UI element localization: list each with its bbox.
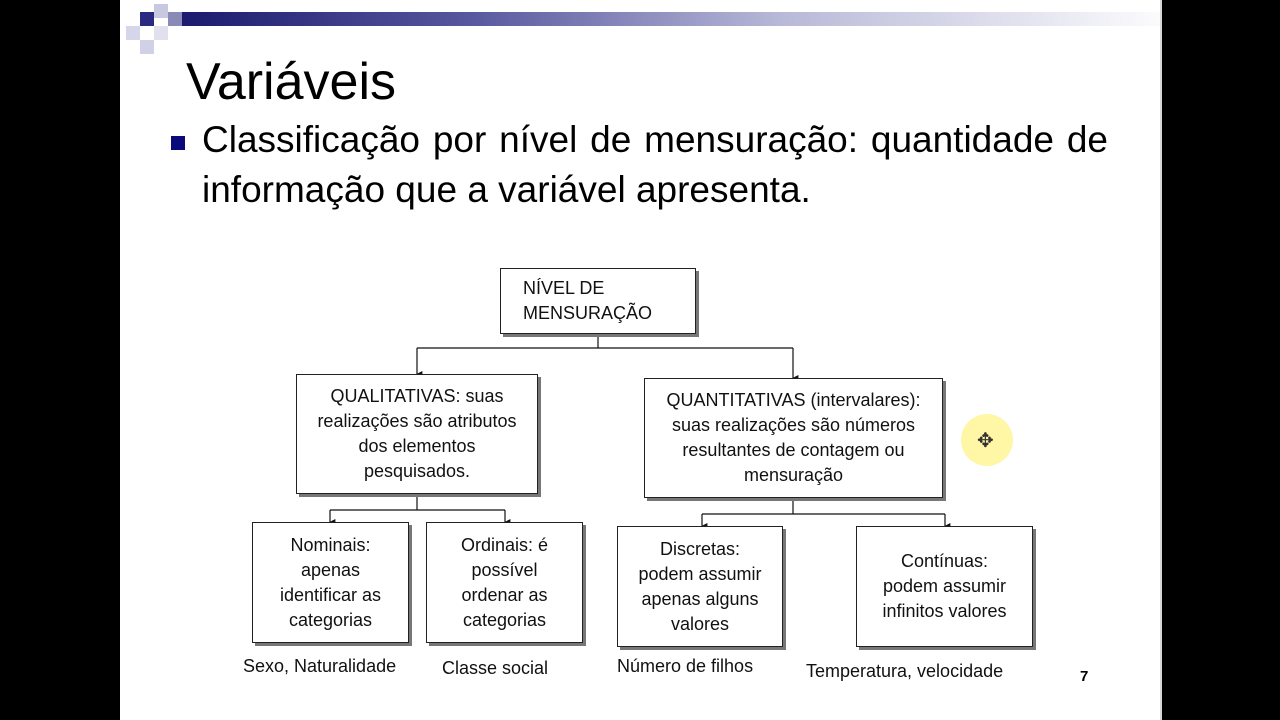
node-nivel-de-mensuracao xyxy=(500,268,696,334)
example-ordinais: Classe social xyxy=(442,658,549,678)
page-number: 7 xyxy=(1080,668,1089,685)
node-label: Contínuas: podem assumir infinitos valores xyxy=(882,551,1007,621)
bullet-text: Classificação por nível de mensuração: quantidade de informação que a variável apresenta. xyxy=(202,119,1108,210)
move-cursor-icon: ✥ xyxy=(977,430,994,452)
slide-title: Variáveis xyxy=(186,53,397,111)
node-nominais xyxy=(252,522,409,643)
node-label: NÍVEL DE MENSURAÇÃO xyxy=(523,278,653,323)
example-nominais: Sexo, Naturalidade xyxy=(243,656,397,676)
node-label: Nominais: apenas identificar as categorias xyxy=(279,534,382,630)
node-qualitativas xyxy=(296,374,538,494)
example-discretas: Número de filhos xyxy=(617,656,754,676)
node-discretas xyxy=(617,526,783,647)
node-continuas xyxy=(856,526,1033,647)
slide xyxy=(120,0,1160,720)
slide-right-edge xyxy=(1160,0,1162,720)
node-ordinais xyxy=(426,522,583,643)
node-label: QUANTITATIVAS (intervalares): suas realizações são números resultantes de contagem ou mensuração xyxy=(666,390,921,485)
example-continuas: Temperatura, velocidade xyxy=(806,661,1004,681)
node-label: Discretas: podem assumir apenas alguns valores xyxy=(638,538,762,634)
node-label: Ordinais: é possível ordenar as categorias xyxy=(460,534,549,630)
node-quantitativas xyxy=(644,378,943,498)
node-label: QUALITATIVAS: suas realizações são atributos dos elementos pesquisados. xyxy=(317,386,517,481)
